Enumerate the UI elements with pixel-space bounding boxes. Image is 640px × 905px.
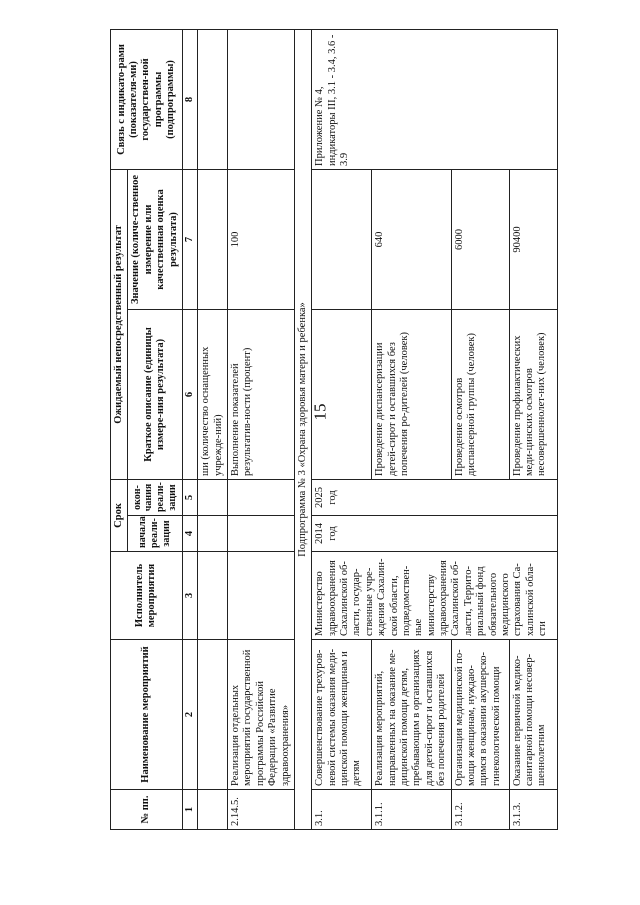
row-value xyxy=(198,169,228,309)
row-exec xyxy=(198,552,228,640)
header-start: начала реали-зации xyxy=(128,516,183,552)
row-name xyxy=(198,640,228,790)
row-end: 2025 год xyxy=(312,479,557,515)
row-num: 3.1. xyxy=(312,790,372,830)
row-num xyxy=(198,790,228,830)
col-number: 1 xyxy=(182,790,197,830)
header-term: Срок xyxy=(111,479,128,551)
row-value xyxy=(312,169,372,309)
header-link: Связь с индикато-рами (показателя-ми) государствен-ной программы (подпрограммы) xyxy=(111,29,183,169)
header-end: окон-чания реали-зации xyxy=(128,479,183,515)
col-number: 4 xyxy=(182,516,197,552)
row-value: 90400 xyxy=(509,169,557,309)
row-name: Совершенствование трехуров-невой системы оказания меди-цинской помощи женщинам и детям xyxy=(312,640,372,790)
row-name: Реализация мероприятий, направленных на оказание ме-дицинской помощи детям, пребывающим в организациях для детей-сирот и оставшихся без попечения родителей xyxy=(372,640,451,790)
row-start xyxy=(198,516,228,552)
page-number: 15 xyxy=(310,403,330,421)
col-number: 7 xyxy=(182,169,197,309)
header-desc: Краткое описание (единицы измере-ния результата) xyxy=(128,309,183,479)
header-num: № пп. xyxy=(111,790,183,830)
row-desc xyxy=(312,309,372,479)
header-name: Наименование мероприятий xyxy=(111,640,183,790)
col-number: 8 xyxy=(182,29,197,169)
program-table xyxy=(110,29,558,830)
row-exec: Министерство здравоохранения Сахалинской об-ласти, государ-ственные учре-ждения Сахалин-ской области, подведомствен-ные министерству здравоохранения Сахалинской об-ласти, Террито-риальный фонд обязательного медицинского страхования Са-халинской обла-сти xyxy=(312,552,557,640)
row-link xyxy=(198,29,228,169)
row-num: 3.1.1. xyxy=(372,790,451,830)
row-end xyxy=(228,479,295,515)
subprogram-row xyxy=(294,29,311,829)
row-start xyxy=(228,516,295,552)
row-desc: ши (количество оснащенных учрежде-ний) xyxy=(198,309,228,479)
col-number: 6 xyxy=(182,309,197,479)
row-num: 3.1.3. xyxy=(509,790,557,830)
row-name: Реализация отдельных мероприятий государственной программы Российской Федерации «Развитие здравоохранения» xyxy=(228,640,295,790)
header-exec: Исполнитель мероприятия xyxy=(111,552,183,640)
row-num: 2.14.5. xyxy=(228,790,295,830)
row-desc: Проведение осмотров диспансерной группы (человек) xyxy=(451,309,509,479)
row-num: 3.1.2. xyxy=(451,790,509,830)
row-desc: Проведение профилактических меди-цинских осмотров несовершеннолет-них (человек) xyxy=(509,309,557,479)
row-link: Приложение № 4, индикаторы III, 3.1 - 3.4, 3.6 - 3.9 xyxy=(312,29,557,169)
subprogram-title: Подпрограмма № 3 «Охрана здоровья матери и ребенка» xyxy=(294,29,311,829)
row-name: Оказание первичной медико-санитарной помощи несовер-шеннолетним xyxy=(509,640,557,790)
col-number: 2 xyxy=(182,640,197,790)
row-start: 2014 год xyxy=(312,516,557,552)
row-value: 6000 xyxy=(451,169,509,309)
table-row xyxy=(228,29,295,829)
table-row xyxy=(198,29,228,829)
col-number: 5 xyxy=(182,479,197,515)
row-end xyxy=(198,479,228,515)
row-desc: Выполнение показателей результатив-ности (процент) xyxy=(228,309,295,479)
row-desc: Проведение диспансеризации детей-сирот и оставшихся без попечения ро-дителей (человек) xyxy=(372,309,451,479)
rotated-table-container xyxy=(110,30,580,830)
column-numbers-row xyxy=(182,29,197,829)
row-value: 100 xyxy=(228,169,295,309)
header-value: Значение (количе-ственное измерение или качественная оценка результата) xyxy=(128,169,183,309)
header-result: Ожидаемый непосредственный результат xyxy=(111,169,128,479)
row-link xyxy=(228,29,295,169)
row-name: Организация медицинской по-мощи женщинам, нуждаю-щимся в оказании акушерско-гинекологической помощи xyxy=(451,640,509,790)
col-number: 3 xyxy=(182,552,197,640)
row-value: 640 xyxy=(372,169,451,309)
table-row xyxy=(312,29,372,829)
row-exec xyxy=(228,552,295,640)
